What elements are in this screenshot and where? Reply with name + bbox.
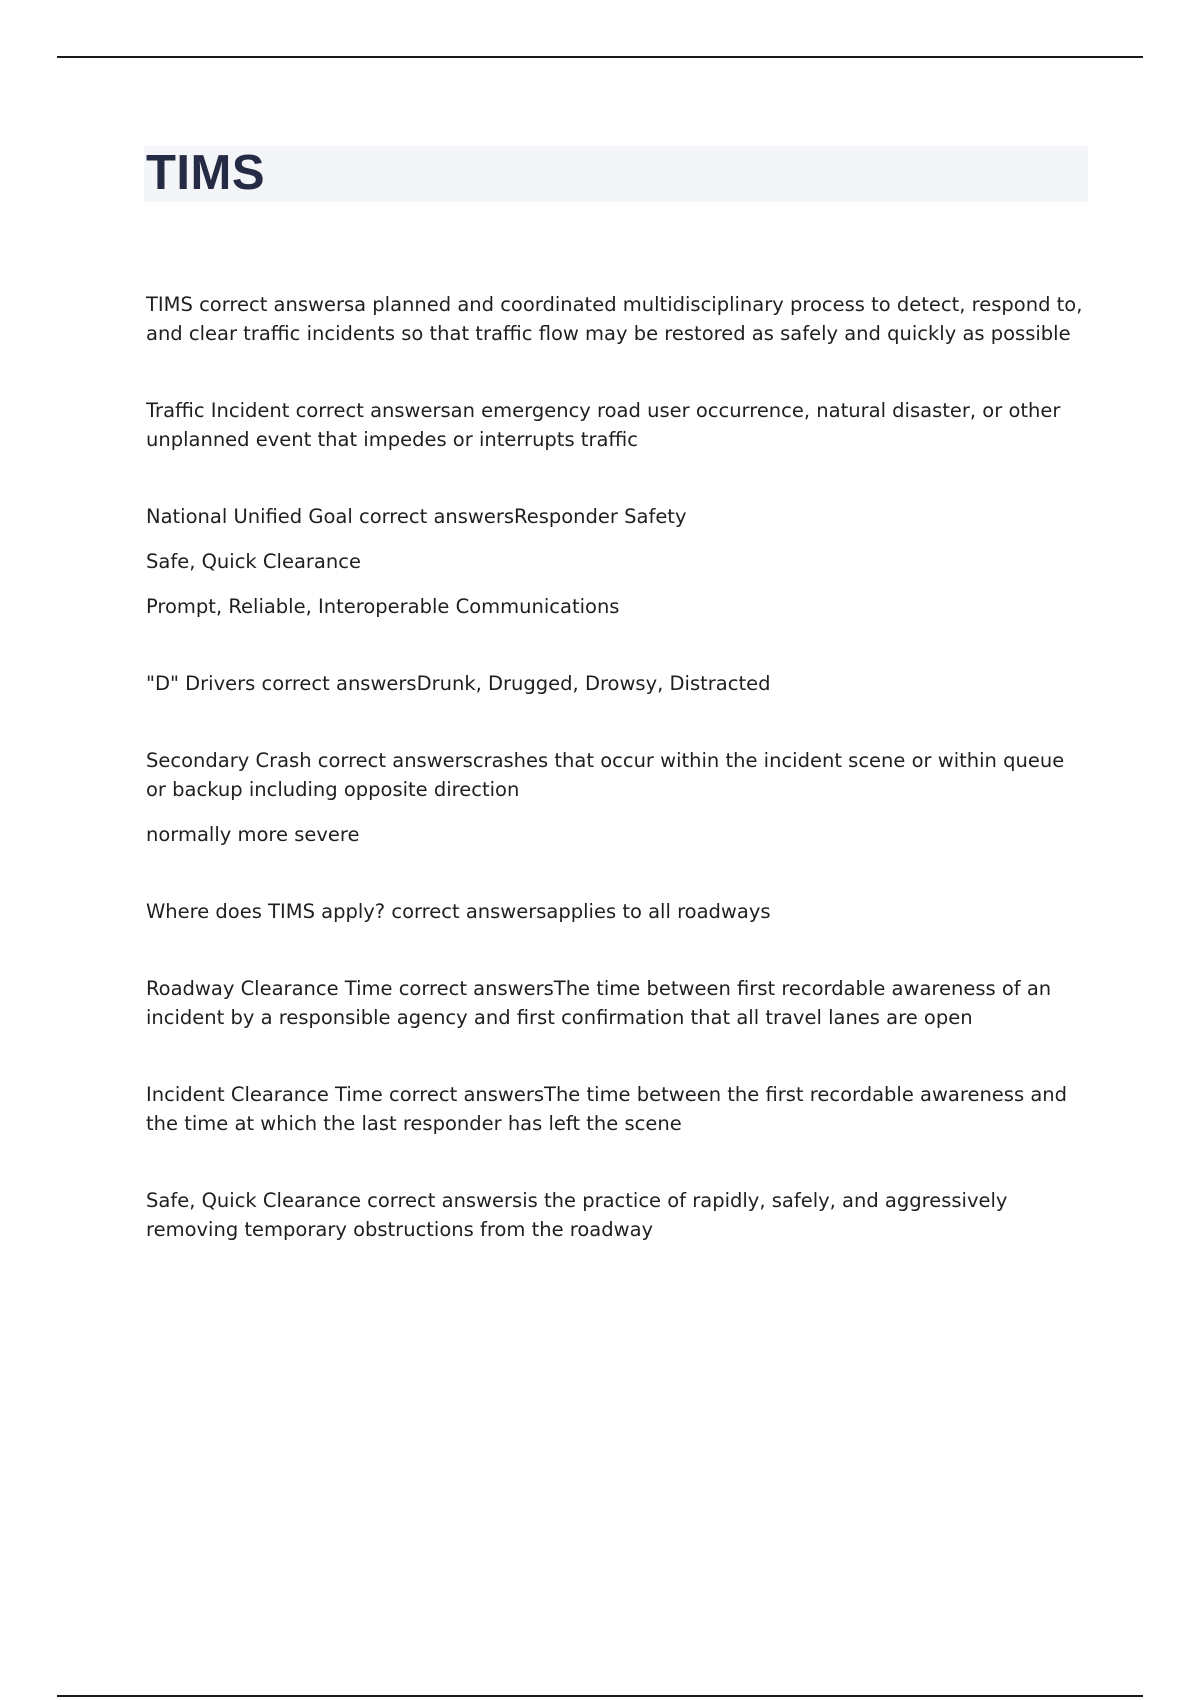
entry-where-tims-applies <box>146 897 1090 926</box>
title-banner <box>144 146 1088 202</box>
entry-text: Secondary Crash correct answerscrashes that occur within the incident scene or within queue or backup including opposite direction <box>146 749 1065 801</box>
entry-text: Traffic Incident correct answersan emergency road user occurrence, natural disaster, or other unplanned event that impedes or interrupts traffic <box>146 399 1061 451</box>
entry-traffic-incident <box>146 396 1090 454</box>
entry-text: Prompt, Reliable, Interoperable Communications <box>146 595 620 618</box>
entry-d-drivers <box>146 669 1090 698</box>
entry-roadway-clearance-time <box>146 974 1090 1032</box>
document-title: TIMS <box>146 146 266 200</box>
entry-text: National Unified Goal correct answersResponder Safety <box>146 505 687 528</box>
entry-text: Safe, Quick Clearance <box>146 550 361 573</box>
entry-tims <box>146 290 1090 348</box>
entry-text: normally more severe <box>146 823 360 846</box>
entry-text: Safe, Quick Clearance correct answersis the practice of rapidly, safely, and aggressively removing temporary obstructions from the roadway <box>146 1189 1008 1241</box>
bottom-rule <box>57 1695 1143 1697</box>
entry-text: TIMS correct answersa planned and coordinated multidisciplinary process to detect, respond to, and clear traffic incidents so that traffic flow may be restored as safely and quickly as possible <box>146 293 1083 345</box>
entry-national-unified-goal <box>146 502 1090 621</box>
top-rule <box>57 56 1143 58</box>
entry-text: Where does TIMS apply? correct answersapplies to all roadways <box>146 900 771 923</box>
entry-text: "D" Drivers correct answersDrunk, Drugged, Drowsy, Distracted <box>146 672 771 695</box>
entry-incident-clearance-time <box>146 1080 1090 1138</box>
entry-text: Incident Clearance Time correct answersThe time between the first recordable awareness and the time at which the last responder has left the scene <box>146 1083 1068 1135</box>
entry-list <box>146 290 1090 1292</box>
entry-safe-quick-clearance <box>146 1186 1090 1244</box>
entry-text: Roadway Clearance Time correct answersThe time between first recordable awareness of an incident by a responsible agency and first confirmation that all travel lanes are open <box>146 977 1052 1029</box>
entry-secondary-crash <box>146 746 1090 849</box>
